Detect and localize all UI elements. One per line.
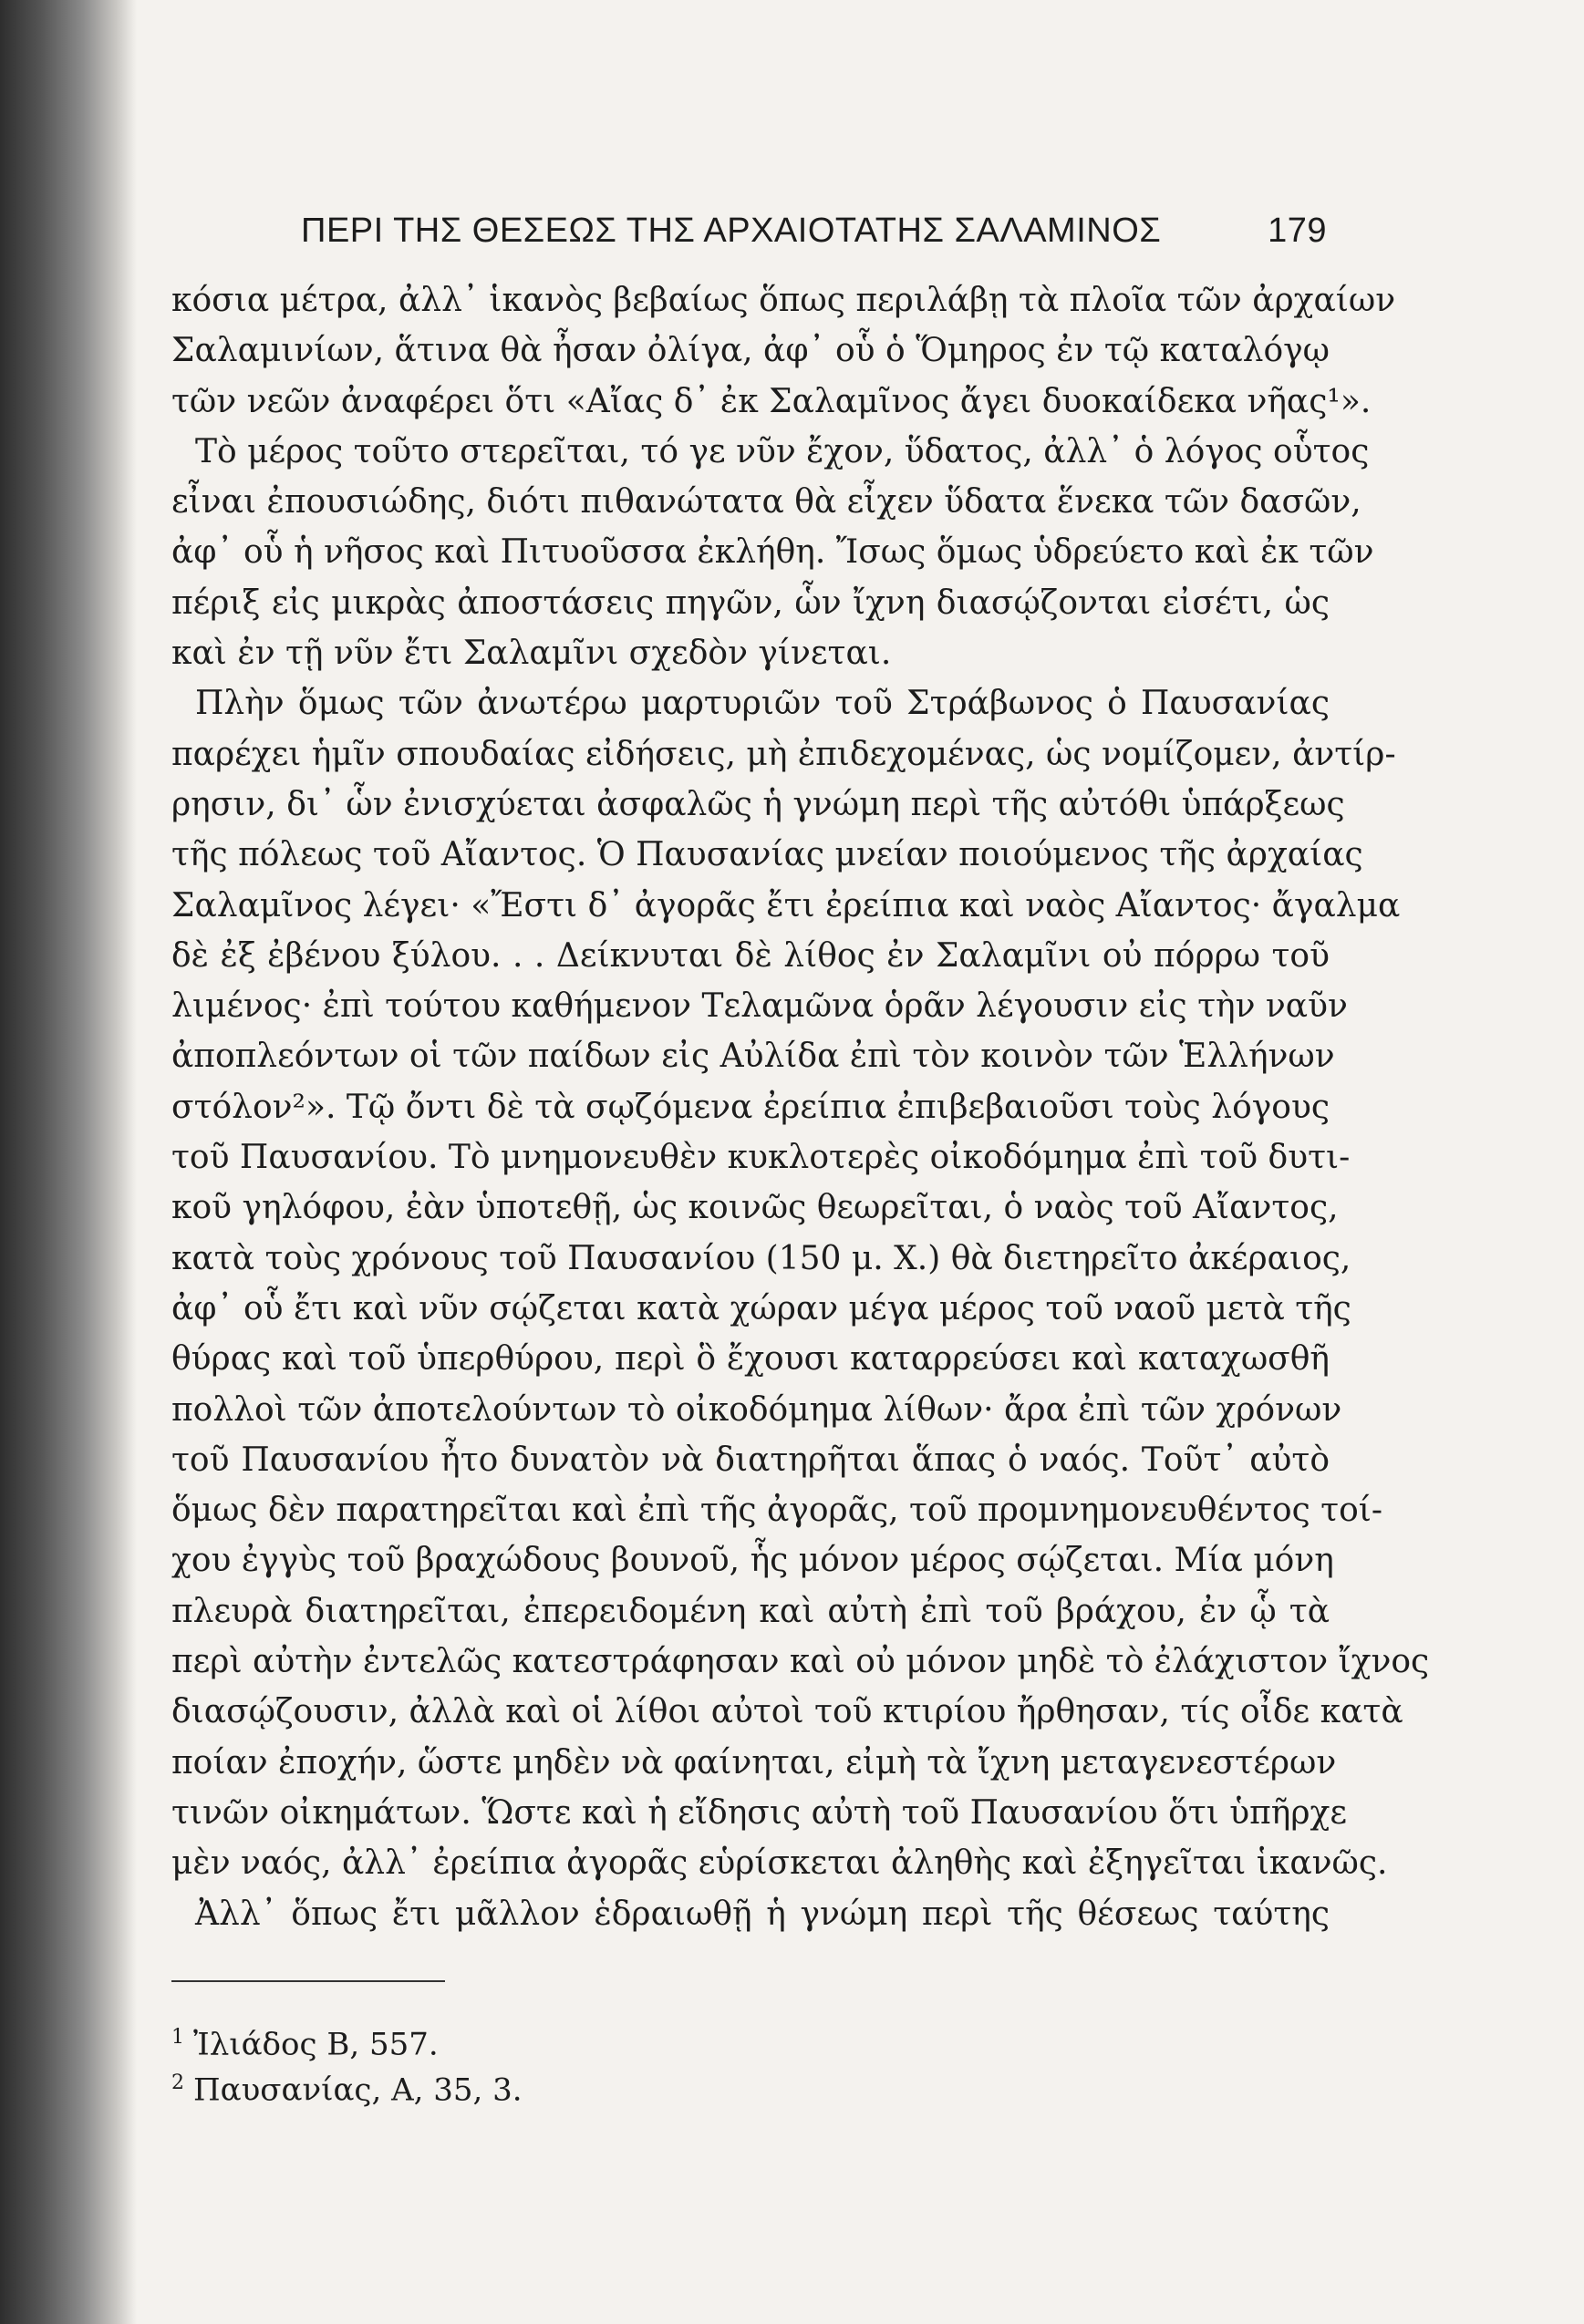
text-line: ἀποπλεόντων οἱ τῶν παίδων εἰς Αὐλίδα ἐπὶ τὸν κοινὸν τῶν Ἑλλήνων [171,1038,1335,1076]
text-line: κατὰ τοὺς χρόνους τοῦ Παυσανίου (150 μ. Χ.) θὰ διετηρεῖτο ἀκέραιος, [171,1239,1351,1277]
text-line: δὲ ἐξ ἐβένου ξύλου. . . Δείκνυται δὲ λίθος ἐν Σαλαμῖνι οὐ πόρρω τοῦ [171,936,1330,975]
footnote-mark: 1 [171,2026,184,2049]
text-line: κόσια μέτρα, ἀλλ᾽ ἱκανὸς βεβαίως ὅπως περιλάβῃ τὰ πλοῖα τῶν ἀρχαίων [171,282,1396,319]
text-line: Τὸ μέρος τοῦτο στερεῖται, τό γε νῦν ἔχον, ὕδατος, ἀλλ᾽ ὁ λόγος οὗτος [195,432,1370,470]
footnote [171,2015,901,2061]
text-line: λιμένος· ἐπὶ τούτου καθήμενον Τελαμῶνα ὁρᾶν λέγουσιν εἰς τὴν ναῦν [171,987,1348,1026]
text-line: τῶν νεῶν ἀναφέρει ὅτι «Αἴας δ᾽ ἐκ Σαλαμῖνος ἄγει δυοκαίδεκα νῆας¹». [171,382,1372,420]
text-line: τοῦ Παυσανίου ἦτο δυνατὸν νὰ διατηρῆται ἅπας ὁ ναός. Τοῦτ᾽ αὐτὸ [171,1441,1330,1479]
text-line: εἶναι ἐπουσιώδης, διότι πιθανώτατα θὰ εἶχεν ὕδατα ἕνεκα τῶν δασῶν, [171,483,1361,522]
text-line: διασῴζουσιν, ἀλλὰ καὶ οἱ λίθοι αὐτοὶ τοῦ κτιρίου ἤρθησαν, τίς οἶδε κατὰ [171,1693,1403,1731]
text-line: μὲν ναός, ἀλλ᾽ ἐρείπια ἀγορᾶς εὑρίσκεται ἀληθὴς καὶ ἐξηγεῖται ἱκανῶς. [171,1844,1388,1883]
text-line: καὶ ἐν τῇ νῦν ἔτι Σαλαμῖνι σχεδὸν γίνεται. [171,635,892,673]
text-line: κοῦ γηλόφου, ἐὰν ὑποτεθῇ, ὡς κοινῶς θεωρεῖται, ὁ ναὸς τοῦ Αἴαντος, [171,1189,1339,1227]
text-line: ποίαν ἐποχήν, ὥστε μηδὲν νὰ φαίνηται, εἰμὴ τὰ ἴχνη μεταγενεστέρων [171,1743,1337,1782]
text-line: Σαλαμῖνος λέγει· «Ἔστι δ᾽ ἀγορᾶς ἔτι ἐρείπια καὶ ναὸς Αἴαντος· ἄγαλμα [171,886,1401,924]
footnote [171,2061,901,2109]
text-line: ἀφ᾽ οὗ ἔτι καὶ νῦν σῴζεται κατὰ χώραν μέγα μέρος τοῦ ναοῦ μετὰ τῆς [171,1289,1351,1327]
text-line: τῆς πόλεως τοῦ Αἴαντος. Ὁ Παυσανίας μνείαν ποιούμενος τῆς ἀρχαίας [171,836,1363,874]
text-line: Σαλαμινίων, ἅτινα θὰ ἦσαν ὀλίγα, ἀφ᾽ οὗ ὁ Ὅμηρος ἐν τῷ καταλόγῳ [171,332,1330,370]
text-line: χου ἐγγὺς τοῦ βραχώδους βουνοῦ, ἧς μόνον μέρος σῴζεται. Μία μόνη [171,1542,1334,1580]
text-line: τοῦ Παυσανίου. Τὸ μνημονευθὲν κυκλοτερὲς οἰκοδόμημα ἐπὶ τοῦ δυτι- [171,1139,1351,1177]
text-line: Πλὴν ὅμως τῶν ἀνωτέρω μαρτυριῶν τοῦ Στράβωνος ὁ Παυσανίας [195,685,1330,723]
footnote-mark: 2 [171,2071,184,2094]
text-line: θύρας καὶ τοῦ ὑπερθύρου, περὶ ὃ ἔχουσι καταρρεύσει καὶ καταχωσθῆ [171,1340,1330,1379]
text-line: πλευρὰ διατηρεῖται, ἐπερειδομένη καὶ αὐτὴ ἐπὶ τοῦ βράχου, ἐν ᾧ τὰ [171,1592,1330,1630]
text-line: τινῶν οἰκημάτων. Ὥστε καὶ ἡ εἴδησις αὐτὴ τοῦ Παυσανίου ὅτι ὑπῆρχε [171,1793,1348,1832]
page-number: 179 [1268,212,1327,250]
text-line: Ἀλλ᾽ ὅπως ἔτι μᾶλλον ἑδραιωθῇ ἡ γνώμη περὶ τῆς θέσεως ταύτης [195,1895,1330,1933]
running-title: ΠΕΡΙ ΤΗΣ ΘΕΣΕΩΣ ΤΗΣ ΑΡΧΑΙΟΤΑΤΗΣ ΣΑΛΑΜΙΝΟΣ [301,212,1162,250]
text-line: ὅμως δὲν παρατηρεῖται καὶ ἐπὶ τῆς ἀγορᾶς, τοῦ προμνημονευθέντος τοί- [171,1492,1383,1530]
text-line: ρησιν, δι᾽ ὧν ἐνισχύεται ἀσφαλῶς ἡ γνώμη περὶ τῆς αὐτόθι ὑπάρξεως [171,785,1345,823]
text-line: παρέχει ἡμῖν σπουδαίας εἰδήσεις, μὴ ἐπιδεχομένας, ὡς νομίζομεν, ἀντίρ- [171,735,1396,773]
running-header [301,212,1327,266]
footnote-divider [171,1980,445,1982]
text-line: ἀφ᾽ οὗ ἡ νῆσος καὶ Πιτυοῦσσα ἐκλήθη. Ἴσως ὅμως ὑδρεύετο καὶ ἐκ τῶν [171,533,1374,572]
text-line: περὶ αὐτὴν ἐντελῶς κατεστράφησαν καὶ οὐ μόνον μηδὲ τὸ ἐλάχιστον ἴχνος [171,1643,1430,1681]
footnote-text: Παυσανίας, Α, 35, 3. [193,2071,523,2109]
text-line: στόλον²». Τῷ ὄντι δὲ τὰ σῳζόμενα ἐρείπια ἐπιβεβαιοῦσι τοὺς λόγους [171,1088,1330,1126]
body-text [171,275,1430,1939]
footnotes [171,2015,901,2109]
footnote-text: Ἰλιάδος Β, 557. [193,2026,439,2063]
text-line: πολλοὶ τῶν ἀποτελούντων τὸ οἰκοδόμημα λίθων· ἄρα ἐπὶ τῶν χρόνων [171,1390,1342,1429]
text-line: πέριξ εἰς μικρὰς ἀποστάσεις πηγῶν, ὧν ἴχνη διασῴζονται εἰσέτι, ὡς [171,584,1330,622]
